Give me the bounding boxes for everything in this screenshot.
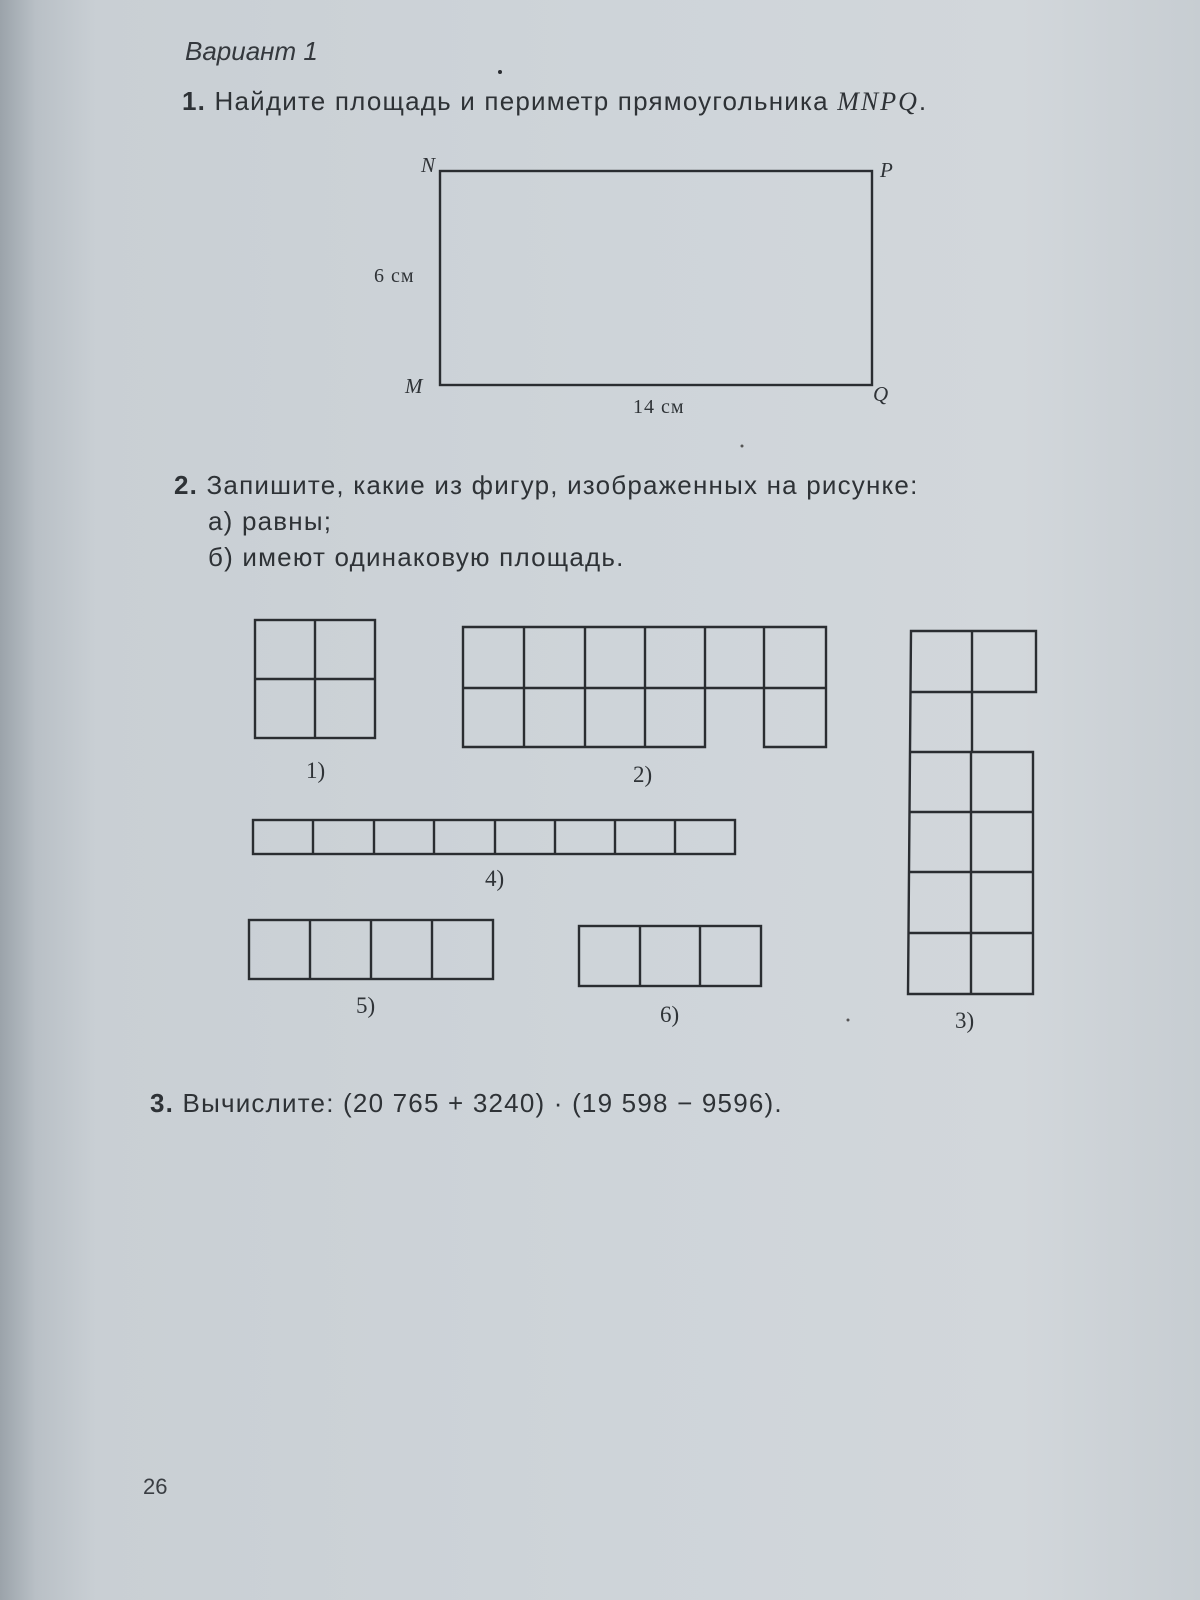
figure-5	[249, 920, 493, 979]
figure-6-label: 6)	[660, 1002, 680, 1027]
vertex-m-label: M	[405, 374, 423, 398]
task-1-text	[182, 86, 927, 117]
variant-title: Вариант 1	[185, 36, 318, 66]
task-3-expression: Вычислите: (20 765 + 3240) · (19 598 − 9596).	[182, 1088, 783, 1118]
task-2-text	[174, 470, 919, 501]
page-number: 26	[143, 1474, 168, 1499]
task-3-text	[150, 1088, 783, 1119]
task-1-end: .	[918, 86, 928, 116]
task-1-question: Найдите площадь и периметр прямоугольника	[214, 86, 829, 116]
vertex-p-label: P	[880, 158, 893, 182]
side-length-label: 6 см	[374, 265, 415, 287]
figure-3-label: 3)	[955, 1008, 975, 1033]
figure-6	[579, 926, 761, 986]
rectangle-mnpq	[440, 171, 872, 385]
task-2-question: Запишите, какие из фигур, изображенных на рисунке:	[206, 470, 919, 500]
figure-4	[253, 820, 735, 854]
figure-4-label: 4)	[485, 866, 505, 891]
task-3-number: 3.	[150, 1088, 175, 1118]
figure-1-label: 1)	[306, 758, 326, 783]
bottom-length-label: 14 см	[633, 396, 685, 418]
figure-5-label: 5)	[356, 993, 376, 1018]
figure-1	[255, 620, 375, 738]
figure-3	[908, 631, 1036, 994]
task-1-number: 1.	[182, 86, 207, 116]
task-1-figure-name: MNPQ	[837, 87, 919, 116]
vertex-q-label: Q	[873, 382, 889, 406]
task-2-item-a: а) равны;	[208, 506, 333, 536]
figure-2	[463, 627, 826, 747]
task-2-number: 2.	[174, 470, 199, 500]
vertex-n-label: N	[421, 153, 436, 177]
figure-2-label: 2)	[633, 762, 653, 787]
task-2-item-b: б) имеют одинаковую площадь.	[208, 542, 625, 572]
